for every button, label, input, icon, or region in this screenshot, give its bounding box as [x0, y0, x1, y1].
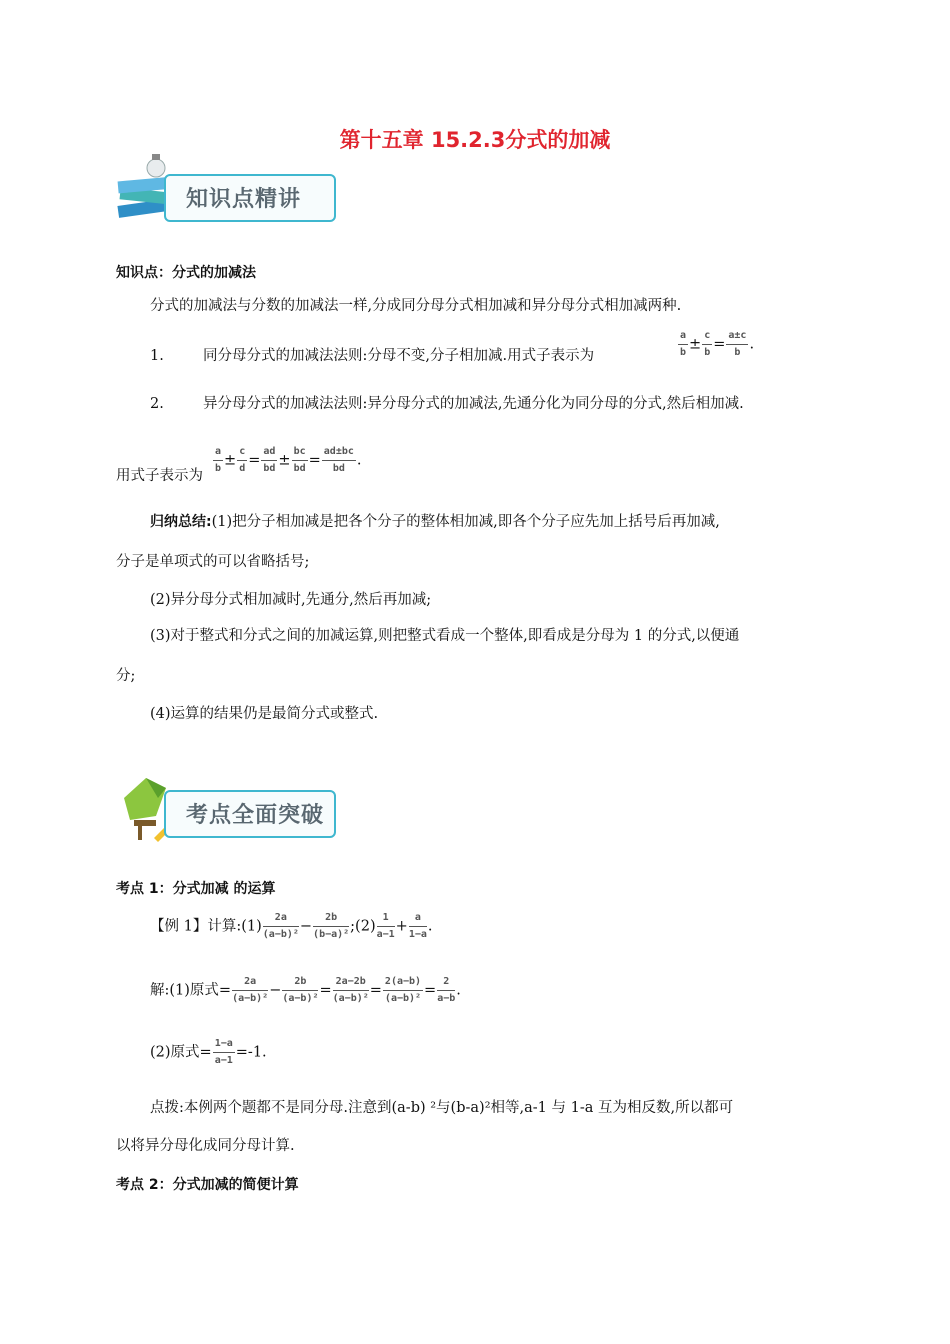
summary-line1b: 分子是单项式的可以省略括号; — [116, 554, 310, 570]
summary-line3b: 分; — [116, 668, 136, 684]
summary-line2: (2)异分母分式相加减时,先通分,然后再加减; — [150, 592, 432, 608]
banner-text: 知识点精讲 — [186, 187, 302, 212]
intro-text: 分式的加减法与分数的加减法一样,分成同分母分式相加减和异分母分式相加减两种. — [150, 298, 682, 314]
rule2-text: 异分母分式的加减法法则:异分母分式的加减法,先通分化为同分母的分式,然后相加减. — [203, 396, 744, 412]
solution1: 解:(1)原式= $\frac{2a}{\text{(a−b)²}}$ − $\frac{2b}{\text{(a−b)²}}$ = $\frac{2a-2b}{\text{(a−b)²}}$ = $\frac{2(a-b)}{\text{(a−b)²}}$ = $\frac{2}{a-b}$ . — [150, 976, 461, 1004]
rule2-expr-label: 用式子表示为 — [116, 468, 203, 484]
solution2: (2)原式= $\frac{1-a}{a-1}$ =-1. — [150, 1038, 267, 1066]
exam-point1-heading: 考点 1：分式加减 的运算 — [116, 881, 276, 897]
knowledge-heading: 知识点：分式的加减法 — [116, 265, 256, 281]
rule1-formula: $\frac{a}{b}$ ± $\frac{c}{b}$ = $\frac{a\pm c}{b}$ . — [680, 330, 755, 358]
rule2-formula: $\frac{a}{b}$ ± $\frac{c}{d}$ = $\frac{ad}{bd}$ ± $\frac{bc}{bd}$ = $\frac{ad\pm bc}{bd}$ . — [215, 446, 362, 474]
summary-line4: (4)运算的结果仍是最简分式或整式. — [150, 706, 379, 722]
rule1-text: 同分母分式的加减法法则:分母不变,分子相加减.用式子表示为 — [203, 348, 595, 364]
rule2-number: 2. — [150, 396, 164, 412]
exam-point2-heading: 考点 2：分式加减的简便计算 — [116, 1177, 299, 1193]
tip-line1: 点拨:本例两个题都不是同分母.注意到(a-b) ²与(b-a)²相等,a-1 与 1-a 互为相反数,所以都可 — [150, 1100, 734, 1116]
summary-line3: (3)对于整式和分式之间的加减运算,则把整式看成一个整体,即看成是分母为 1 的分式,以便通 — [150, 628, 740, 644]
rule1-number: 1. — [150, 348, 164, 364]
banner-text: 考点全面突破 — [186, 803, 325, 828]
page-title: 第十五章 15.2.3分式的加减 — [339, 128, 611, 152]
tip-line2: 以将异分母化成同分母计算. — [116, 1138, 295, 1154]
example1: 【例 1】计算:(1) $\frac{2a}{\text{(a−b)²}}$ − $\frac{2b}{\text{(b−a)²}}$ ;(2) $\frac{1}{a-1}$ + $\frac{a}{1-a}$ . — [150, 912, 433, 940]
exam-banner — [116, 768, 338, 848]
knowledge-banner — [116, 152, 338, 232]
summary-line1: 归纳总结:(1)把分子相加减是把各个分子的整体相加减,即各个分子应先加上括号后再加减, — [150, 514, 720, 530]
